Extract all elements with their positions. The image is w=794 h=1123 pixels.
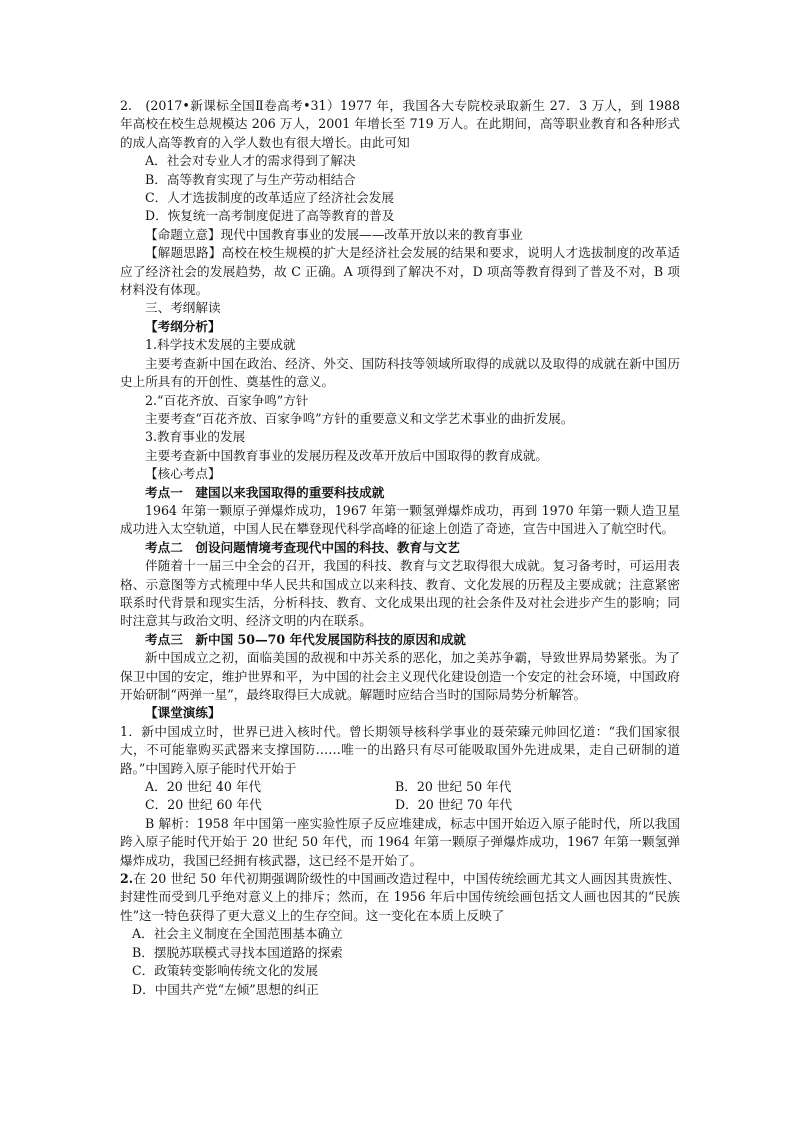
e2-option-a: A．社会主义制度在全国范围基本确立 [132, 926, 343, 942]
q2-option-d: D．恢复统一高考制度促进了高等教育的普及 [145, 208, 395, 224]
e2-option-d: D．中国共产党“左倾”思想的纠正 [132, 981, 319, 997]
e2-stem-wrap [120, 870, 680, 925]
kg-head-3: 3.教育事业的发展 [145, 429, 246, 445]
document-page [120, 97, 680, 999]
e1-option-c: C．20 世纪 60 年代 [145, 797, 262, 813]
e1-options-row-1 [120, 778, 680, 796]
e2-option-c: C．政策转变影响传统文化的发展 [132, 963, 318, 979]
point-head-1: 考点一 建国以来我国取得的重要科技成就 [145, 484, 385, 500]
q2-option-a: A．社会对专业人才的需求得到了解决 [145, 153, 356, 169]
q2-stem: 2. (2017•新课标全国Ⅱ卷高考•31）1977 年，我国各大专院校录取新生 27．3 万人，到 1988 年高校在校生总规模达 206 万人，2001 年增长至 719 万人。在此期间，高等职业教育和各种形式的成人高等教育的入学人数也有很大增长。由此可知 [120, 98, 680, 150]
e1-option-a: A．20 世纪 40 年代 [145, 779, 262, 795]
e2-option-b: B．摆脱苏联模式寻找本国道路的探索 [132, 944, 343, 960]
section-heading: 三、考纲解读 [145, 300, 221, 316]
q2-intent: 【命题立意】现代中国教育事业的发展——改革开放以来的教育事业 [145, 226, 523, 242]
e2-stem: 在 20 世纪 50 年代初期强调阶级性的中国画改造过程中，中国传统绘画尤其文人画因其贵族性、封建性而受到几乎绝对意义上的排斥；然而，在 1956 年后中国传统绘画包括文人画也因其的“民族性”这一特色获得了更大意义上的生存空间。这一变化在本质上反映了 [120, 871, 680, 923]
q2-option-c: C．人才选拔制度的改革适应了经济社会发展 [145, 190, 394, 206]
point-body-1: 1964 年第一颗原子弹爆炸成功，1967 年第一颗氢弹爆炸成功，再到 1970 年第一颗人造卫星成功进入太空轨道，中国人民在攀登现代科学高峰的征途上创造了奇迹，宣告中国进入了航空时代。 [120, 502, 680, 537]
e1-option-b: B．20 世纪 50 年代 [395, 779, 512, 795]
kt-title: 【课堂演练】 [145, 705, 221, 721]
point-head-2: 考点二 创设问题情境考查现代中国的科技、教育与文艺 [145, 539, 460, 555]
kg-body-2: 主要考查“百花齐放、百家争鸣”方针的重要意义和文学艺术事业的曲折发展。 [145, 410, 574, 426]
point-body-3: 新中国成立之初，面临美国的敌视和中苏关系的恶化，加之美苏争霸，导致世界局势紧张。为了保卫中国的安定，维护世界和平，为中国的社会主义现代化建设创造一个安定的社会环境，中国政府开始研制“两弹一星”，最终取得巨大成就。解题时应结合当时的国际局势分析解答。 [120, 650, 680, 702]
e1-analysis: B 解析：1958 年中国第一座实验性原子反应堆建成，标志中国开始迈入原子能时代，所以我国跨入原子能时代开始于 20 世纪 50 年代，而 1964 年第一颗原子弹爆炸成功，1967 年第一颗氢弹爆炸成功，我国已经拥有核武器，这已经不是开始了。 [120, 815, 680, 868]
kg-title: 【考纲分析】 [145, 318, 221, 334]
e2-number: 2. [120, 871, 134, 887]
q2-thinking: 【解题思路】高校在校生规模的扩大是经济社会发展的结果和要求，说明人才选拔制度的改革适应了经济社会的发展趋势，故 C 正确。A 项得到了解决不对，D 项高等教育得到了普及不对，B 项材料没有体现。 [120, 245, 680, 298]
kg-head-1: 1.科学技术发展的主要成就 [145, 337, 296, 353]
hx-title: 【核心考点】 [145, 466, 221, 482]
e1-options-row-2 [120, 796, 680, 814]
kg-body-3: 主要考查新中国教育事业的发展历程及改革开放后中国取得的教育成就。 [145, 447, 548, 463]
point-body-2: 伴随着十一届三中全会的召开，我国的科技、教育与文艺取得很大成就。复习备考时，可运用表格、示意图等方式梳理中华人民共和国成立以来科技、教育、文化发展的历程及主要成就；注意紧密联系时代背景和现实生活，分析科技、教育、文化成果出现的社会条件及对社会进步产生的影响；同时注意其与政治文明、经济文明的内在联系。 [120, 558, 680, 629]
q2-option-b: B．高等教育实现了与生产劳动相结合 [145, 171, 356, 187]
e1-stem: 1．新中国成立时，世界已进入核时代。曾长期领导核科学事业的聂荣臻元帅回忆道：“我们国家很大，不可能靠购买武器来支撑国防……唯一的出路只有尽可能吸取国外先进成果，走自己研制的道路。”中国跨入原子能时代开始于 [120, 723, 680, 776]
kg-body-1: 主要考查新中国在政治、经济、外交、国防科技等领域所取得的成就以及取得的成就在新中国历史上所具有的开创性、奠基性的意义。 [120, 355, 680, 390]
point-head-3: 考点三 新中国 50—70 年代发展国防科技的原因和成就 [145, 631, 466, 647]
e1-option-d: D．20 世纪 70 年代 [395, 797, 513, 813]
kg-head-2: 2.“百花齐放、百家争鸣”方针 [145, 392, 309, 408]
